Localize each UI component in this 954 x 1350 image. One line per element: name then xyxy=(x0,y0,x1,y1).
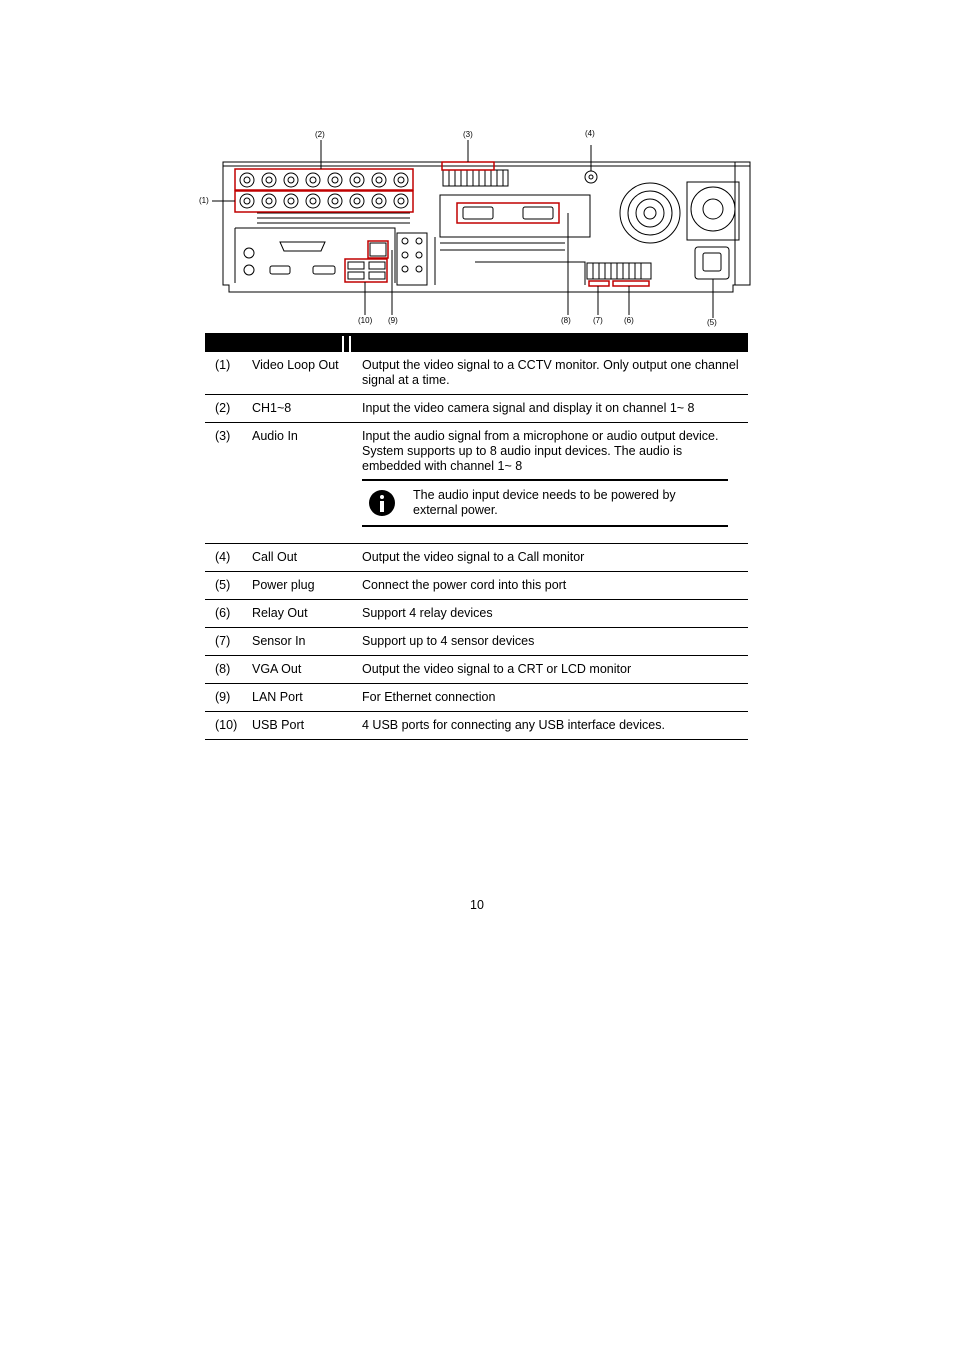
row-name: Sensor In xyxy=(252,634,306,648)
row-description: For Ethernet connection xyxy=(362,690,496,704)
callout-1: (1) xyxy=(199,196,209,205)
row-number: (3) xyxy=(215,429,231,443)
row-description: Support 4 relay devices xyxy=(362,606,493,620)
row-description: Input the video camera signal and display it on channel 1~ 8 xyxy=(362,401,695,415)
row-name: Video Loop Out xyxy=(252,358,339,372)
rear-panel-drawing xyxy=(195,125,765,335)
row-name: VGA Out xyxy=(252,662,302,676)
row-number: (9) xyxy=(215,690,231,704)
row-description: Input the audio signal from a microphone or audio output device. System supports up to 8 audio input devices. The audio is embedded with channel 1~ 8 xyxy=(362,429,719,473)
callout-6: (6) xyxy=(624,316,634,325)
row-name: Audio In xyxy=(252,429,298,443)
row-description: 4 USB ports for connecting any USB interface devices. xyxy=(362,718,665,732)
table-row xyxy=(205,423,748,544)
row-description-with-note xyxy=(352,423,748,544)
table-row xyxy=(205,544,748,572)
row-name: LAN Port xyxy=(252,690,303,704)
row-name: Relay Out xyxy=(252,606,308,620)
row-number: (10) xyxy=(215,718,238,732)
table-row xyxy=(205,684,748,712)
callout-8: (8) xyxy=(561,316,571,325)
row-name: Power plug xyxy=(252,578,315,592)
note-text: The audio input device needs to be powered by external power. xyxy=(413,488,676,517)
row-name: USB Port xyxy=(252,718,305,732)
row-number: (8) xyxy=(215,662,231,676)
table-header-cell xyxy=(205,333,748,352)
table-row xyxy=(205,572,748,600)
row-name: Call Out xyxy=(252,550,298,564)
row-number: (4) xyxy=(215,550,231,564)
row-name: CH1~8 xyxy=(252,401,292,415)
table-row xyxy=(205,395,748,423)
row-description: Output the video signal to a CCTV monitor. Only output one channel signal at a time. xyxy=(362,358,739,387)
rear-panel-diagram xyxy=(195,125,765,335)
row-number: (1) xyxy=(215,358,231,372)
row-description: Output the video signal to a CRT or LCD monitor xyxy=(362,662,632,676)
page-number: 10 xyxy=(470,898,484,912)
table-row xyxy=(205,628,748,656)
row-number: (7) xyxy=(215,634,231,648)
table-row xyxy=(205,600,748,628)
callout-5: (5) xyxy=(707,318,717,327)
port-spec-table xyxy=(205,333,748,740)
info-icon xyxy=(369,490,395,516)
callout-4: (4) xyxy=(585,129,595,138)
table-row xyxy=(205,656,748,684)
callout-2: (2) xyxy=(315,130,325,139)
row-description: Output the video signal to a Call monitor xyxy=(362,550,585,564)
table-row xyxy=(205,352,748,395)
callout-3: (3) xyxy=(463,130,473,139)
callout-7: (7) xyxy=(593,316,603,325)
row-number: (5) xyxy=(215,578,231,592)
row-number: (6) xyxy=(215,606,231,620)
callout-9: (9) xyxy=(388,316,398,325)
row-number: (2) xyxy=(215,401,231,415)
row-description: Connect the power cord into this port xyxy=(362,578,567,592)
row-description: Support up to 4 sensor devices xyxy=(362,634,535,648)
table-row xyxy=(205,712,748,740)
note-box xyxy=(362,479,728,527)
callout-10: (10) xyxy=(358,316,373,325)
table-header xyxy=(205,333,748,352)
